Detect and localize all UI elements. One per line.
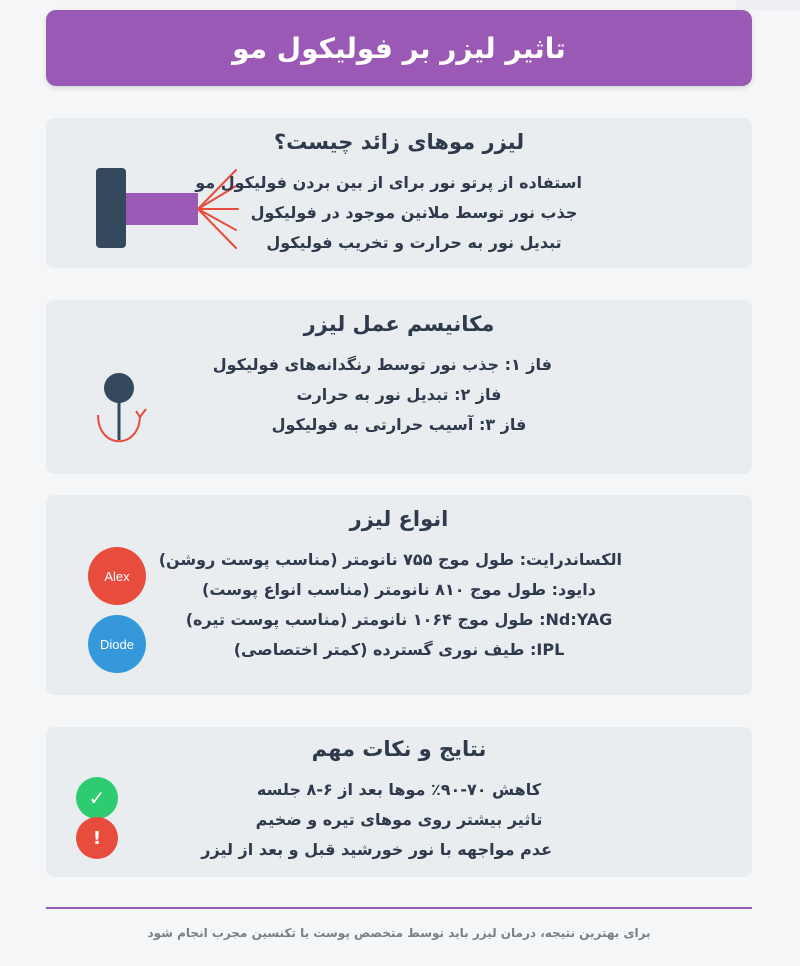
warning-icon: ! bbox=[76, 817, 118, 859]
list-item: الکساندرایت: طول موج ۷۵۵ نانومتر (مناسب پوست روشن) bbox=[158, 550, 622, 569]
section-title: مکانیسم عمل لیزر bbox=[303, 312, 495, 336]
list-item: فاز ۱: جذب نور توسط رنگدانه‌های فولیکول bbox=[212, 355, 552, 374]
section-lines bbox=[212, 350, 552, 440]
list-item: IPL: طیف نوری گسترده (کمتر اختصاصی) bbox=[233, 640, 565, 659]
top-edge-strip bbox=[736, 0, 800, 10]
alex-badge bbox=[88, 547, 146, 605]
list-item: فاز ۲: تبدیل نور به حرارت bbox=[296, 385, 502, 404]
list-item: فاز ۳: آسیب حرارتی به فولیکول bbox=[271, 415, 527, 434]
list-item: Nd:YAG: طول موج ۱۰۶۴ نانومتر (مناسب پوست تیره) bbox=[185, 610, 613, 629]
list-item: استفاده از پرتو نور برای از بین بردن فولیکول مو bbox=[195, 173, 582, 192]
section-laser-types bbox=[46, 495, 752, 695]
list-item: جذب نور توسط ملانین موجود در فولیکول bbox=[250, 203, 578, 222]
section-title: نتایج و نکات مهم bbox=[311, 737, 487, 761]
section-lines bbox=[158, 545, 622, 665]
badge-label: Diode bbox=[100, 636, 134, 652]
page-title: تاثیر لیزر بر فولیکول مو bbox=[232, 31, 566, 65]
footer-note: برای بهترین نتیجه، درمان لیزر باید توسط متخصص پوست یا تکنسین مجرب انجام شود bbox=[147, 926, 651, 940]
check-icon: ✓ bbox=[76, 777, 118, 819]
list-item: کاهش ۷۰-۹۰٪ موها بعد از ۶-۸ جلسه bbox=[256, 780, 542, 799]
hair-follicle-icon bbox=[88, 370, 168, 450]
list-item: تبدیل نور به حرارت و تخریب فولیکول bbox=[266, 233, 562, 252]
footer-divider bbox=[46, 907, 752, 909]
section-results bbox=[46, 727, 752, 877]
badge-label: Alex bbox=[104, 568, 130, 584]
list-item: عدم مواجهه با نور خورشید قبل و بعد از لیزر bbox=[201, 840, 552, 859]
section-lines bbox=[201, 775, 552, 865]
section-laser-mechanism bbox=[46, 300, 752, 474]
list-item: تاثیر بیشتر روی موهای تیره و ضخیم bbox=[255, 810, 543, 829]
diode-badge bbox=[88, 615, 146, 673]
section-lines bbox=[195, 168, 582, 258]
page-header bbox=[46, 10, 752, 86]
section-title: انواع لیزر bbox=[349, 507, 449, 531]
list-item: دایود: طول موج ۸۱۰ نانومتر (مناسب انواع پوست) bbox=[202, 580, 596, 599]
section-title: لیزر موهای زائد چیست؟ bbox=[273, 130, 525, 154]
section-what-is-laser bbox=[46, 118, 752, 268]
